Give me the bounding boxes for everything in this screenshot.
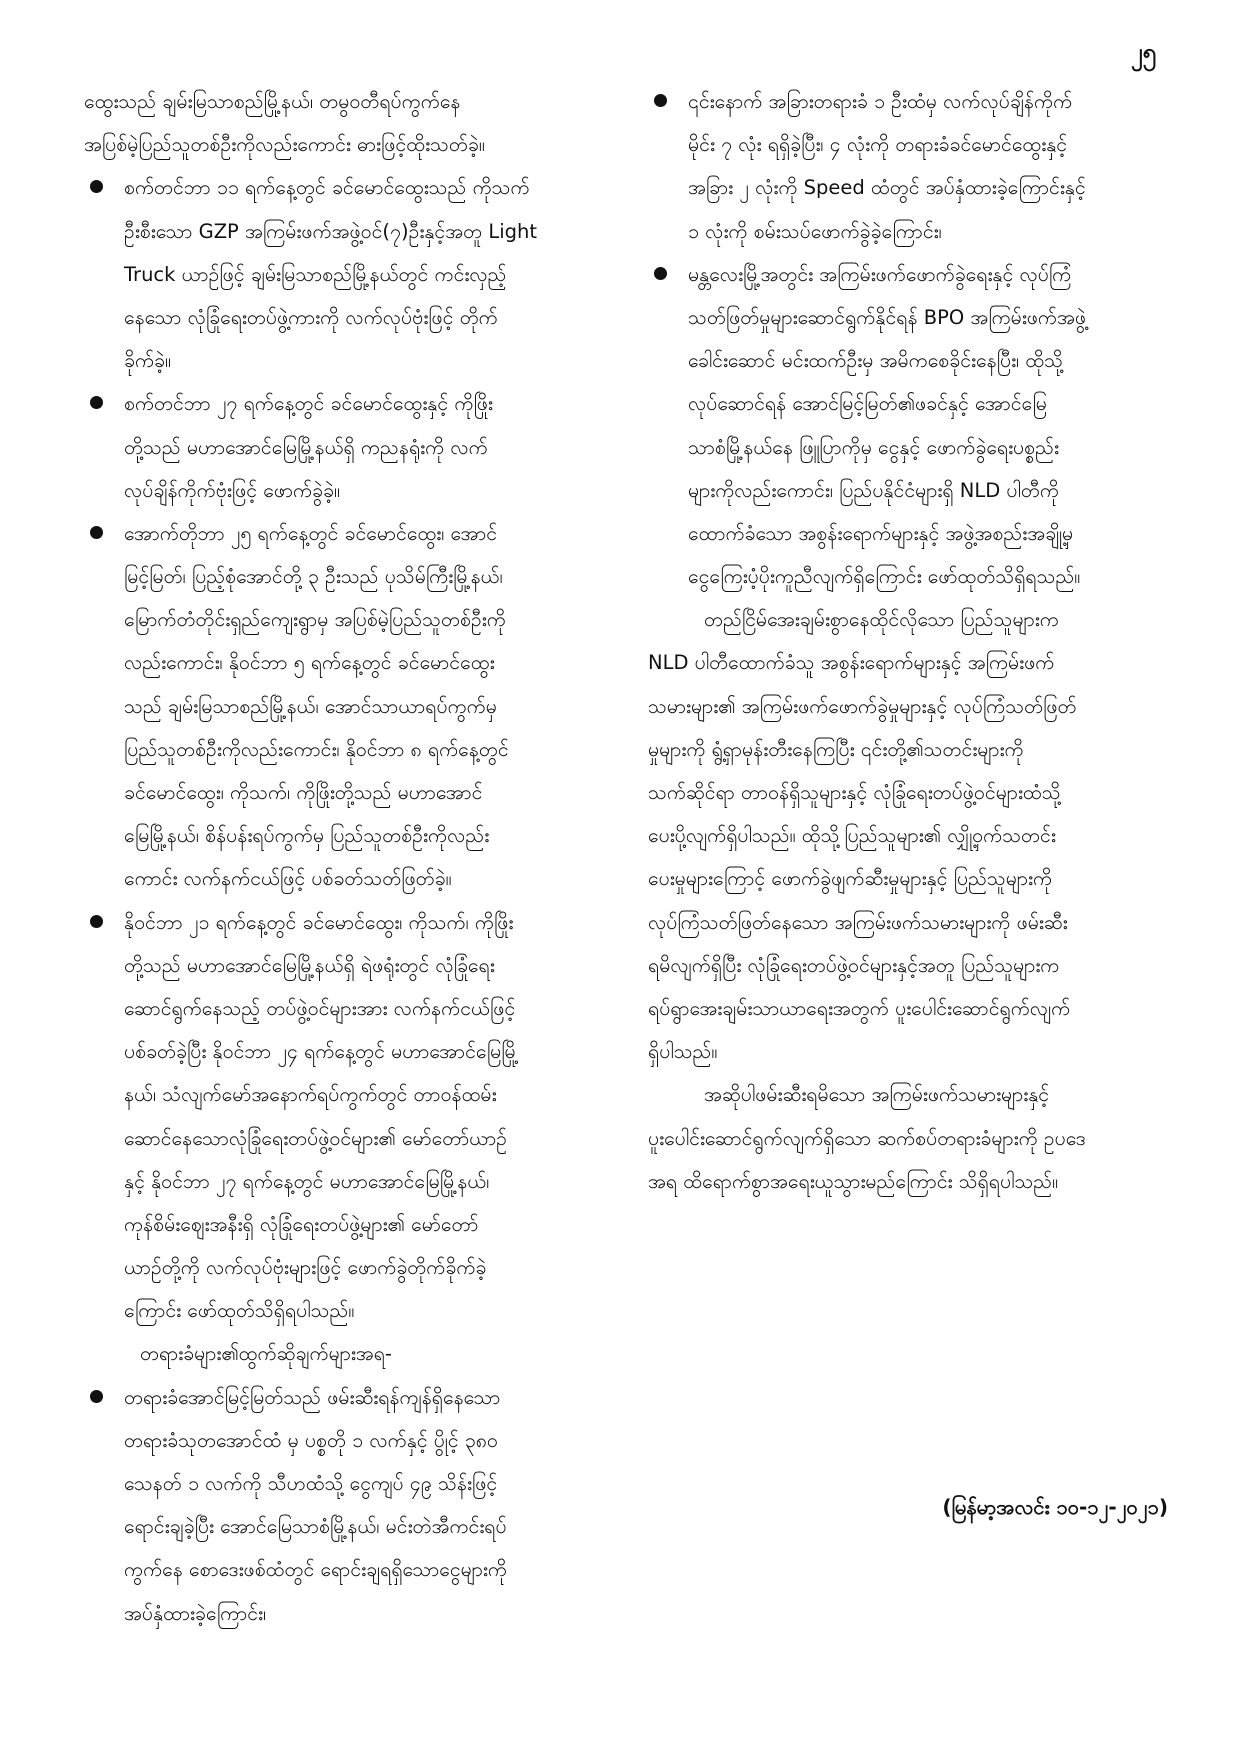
right-column [648, 80, 1172, 1203]
text-line: သတ်ဖြတ်မှုများဆောင်ရွက်နိုင်ရန် BPO အကြမ်းဖက်အဖွဲ့ [688, 305, 1087, 329]
bullet-icon [90, 1390, 103, 1403]
bullet-item [84, 1376, 612, 1635]
body-paragraph [648, 1073, 1172, 1203]
bullet-item [84, 166, 612, 382]
left-column [84, 80, 612, 1635]
text-line: ထွေးသည် ချမ်းမြသာစည်မြို့နယ်၊ တမွ၀တီရပ်ကွက်နေ [84, 90, 461, 113]
text-line: နယ်၊ သံလျက်မော်အနောက်ရပ်ကွက်တွင် တာ၀န်ထမ်း [124, 1083, 497, 1107]
text-line: ရောင်းချခဲ့ပြီး အောင်မြေသာစံမြို့နယ်၊ မင်းတဲအီကင်းရပ် [124, 1515, 507, 1539]
text-line: မိုင်း ၇ လုံး ရရှိခဲ့ပြီး၊ ၄ လုံးကို တရားခံခင်မောင်ထွေးနှင့် [688, 133, 1068, 157]
text-line: မြောက်တံတိုင်းရှည်ကျေးရွာမှ အပြစ်မဲ့ပြည်သူတစ်ဦးကို [124, 608, 506, 632]
text-line: ယာဉ်တို့ကို လက်လုပ်ဗုံးများဖြင့် ဖောက်ခွဲတိုက်ခိုက်ခဲ့ [124, 1256, 487, 1280]
text-line: ပစ်ခတ်ခဲ့ပြီး နိုဝင်ဘာ ၂၄ ရက်နေ့တွင် မဟာအောင်မြေမြို့ [124, 1040, 519, 1064]
text-line: တရားခံသုတအောင်ထံ မှ ပစ္စတို ၁ လက်နှင့် ပွိုင့် ၃၈၀ [124, 1428, 498, 1452]
text-line: အပ်နှံထားခဲ့ကြောင်း၊ [124, 1601, 267, 1625]
bullet-icon [90, 526, 103, 539]
text-line: လုပ်ကြံသတ်ဖြတ်နေသော အကြမ်းဖက်သမားများကို ဖမ်းဆီး [648, 910, 1068, 934]
text-line: အရ ထိရောက်စွာအရေးယူသွားမည်ကြောင်း သိရှိရပါသည်။ [648, 1169, 1059, 1193]
bullet-item [84, 901, 612, 1333]
text-line: ရပ်ရွာအေးချမ်းသာယာရေးအတွက် ပူးပေါင်းဆောင်ရွက်လျက် [648, 996, 1071, 1020]
text-line: Truck ယာဉ်ဖြင့် ချမ်းမြသာစည်မြို့နယ်တွင် ကင်းလှည့် [124, 262, 507, 286]
text-line: ဆောင်ရွက်နေသည့် တပ်ဖွဲ့၀င်များအား လက်နက်ငယ်ဖြင့် [124, 996, 516, 1020]
text-line: မြေမြို့နယ်၊ စိန်ပန်းရပ်ကွက်မှ ပြည်သူတစ်ဦးကိုလည်း [124, 824, 490, 848]
text-line: သည် ချမ်းမြသာစည်မြို့နယ်၊ အောင်သာယာရပ်ကွက်မှ [124, 694, 497, 718]
text-line: ကုန်စိမ်းဈေးအနီးရှိ လုံခြုံရေးတပ်ဖွဲ့များ၏ မော်တော် [124, 1212, 479, 1236]
text-line: ငွေကြေးပံ့ပိုးကူညီလျက်ရှိကြောင်း ဖော်ထုတ်သိရှိရသည်။ [688, 565, 1081, 589]
body-paragraph [648, 598, 1172, 1073]
text-line: ဦးစီးသော GZP အကြမ်းဖက်အဖွဲ့၀င်(၇)ဦးနှင့်အတူ Light [124, 219, 537, 243]
text-line: သက်ဆိုင်ရာ တာ၀န်ရှိသူများနှင့် လုံခြုံရေးတပ်ဖွဲ့၀င်များထံသို့ [648, 781, 1061, 804]
text-line: ကောင်း လက်နက်ငယ်ဖြင့် ပစ်ခတ်သတ်ဖြတ်ခဲ့။ [124, 867, 452, 891]
bullet-item [648, 253, 1172, 599]
text-line: လုပ်ဆောင်ရန် အောင်မြင့်မြတ်၏ဖခင်နှင့် အောင်မြေ [688, 392, 1047, 416]
intro-paragraph [84, 80, 612, 166]
text-line: ကြောင်း ဖော်ထုတ်သိရှိရပါသည်။ [124, 1299, 355, 1323]
text-line: တရားခံအောင်မြင့်မြတ်သည် ဖမ်းဆီးရန်ကျန်ရှိနေသော [124, 1385, 501, 1409]
bullet-icon [654, 94, 667, 107]
bullet-icon [654, 267, 667, 280]
text-line: နိုဝင်ဘာ ၂၁ ရက်နေ့တွင် ခင်မောင်ထွေး၊ ကိုသက်၊ ကိုဖြိုး [124, 910, 514, 934]
text-line: ရမိလျက်ရှိပြီး လုံခြုံရေးတပ်ဖွဲ့၀င်များနှင့်အတူ ပြည်သူများက [648, 953, 1060, 977]
source-citation: (မြန်မာ့အလင်း ၁၀-၁၂-၂၀၂၁) [942, 1495, 1168, 1519]
text-line: ပြည်သူတစ်ဦးကိုလည်းကောင်း၊ နိုဝင်ဘာ ၈ ရက်နေ့တွင် [124, 737, 509, 761]
text-line: များကိုလည်းကောင်း၊ ပြည်ပနိုင်ငံများရှိ NLD ပါတီကို [688, 478, 1059, 502]
text-line: မန္တလေးမြို့အတွင်း အကြမ်းဖက်ဖောက်ခွဲရေးနှင့် လုပ်ကြံ [688, 262, 1072, 286]
text-line: ဆောင်နေသောလုံခြုံရေးတပ်ဖွဲ့၀င်များ၏ မော်တော်ယာဉ် [124, 1126, 508, 1150]
text-line: ရှိပါသည်။ [648, 1040, 718, 1064]
text-line: ကွက်နေ စောဒေးဖစ်ထံတွင် ရောင်းချရရှိသောငွေများကို [124, 1558, 507, 1582]
text-line: ခင်မောင်ထွေး၊ ကိုသက်၊ ကိုဖြိုးတို့သည် မဟာအောင် [124, 781, 483, 804]
text-line: NLD ပါတီထောက်ခံသူ အစွန်းရောက်များနှင့် အကြမ်းဖက် [648, 651, 1055, 675]
text-line: လုပ်ချိန်ကိုက်ဗုံးဖြင့် ဖောက်ခွဲခဲ့။ [124, 478, 340, 502]
bullet-icon [90, 396, 103, 409]
text-line: အပြစ်မဲ့ပြည်သူတစ်ဦးကိုလည်းကောင်း ဓားဖြင့်ထိုးသတ်ခဲ့။ [84, 133, 485, 157]
text-line: စက်တင်ဘာ ၂၇ ရက်နေ့တွင် ခင်မောင်ထွေးနှင့် ကိုဖြိုး [124, 392, 493, 416]
text-line: မြင့်မြတ်၊ ပြည့်စုံအောင်တို့ ၃ ဦးသည် ပုသိမ်ကြီးမြို့နယ်၊ [124, 565, 503, 589]
subheading: တရားခံများ၏ထွက်ဆိုချက်များအရ- [140, 1342, 392, 1366]
bullet-icon [90, 180, 103, 193]
text-line: တို့သည် မဟာအောင်မြေမြို့နယ်ရှိ ရဲဖရုံးတွင် လုံခြုံရေး [124, 953, 495, 977]
text-line: ခိုက်ခဲ့။ [124, 349, 171, 373]
text-line: တည်ငြိမ်အေးချမ်းစွာနေထိုင်လိုသော ပြည်သူများက [704, 608, 1059, 632]
text-line: ပူးပေါင်းဆောင်ရွက်လျက်ရှိသော ဆက်စပ်တရားခံများကို ဥပဒေ [648, 1126, 1086, 1150]
text-line: လည်းကောင်း၊ နိုဝင်ဘာ ၅ ရက်နေ့တွင် ခင်မောင်ထွေး [124, 651, 495, 675]
text-line: အောက်တိုဘာ ၂၅ ရက်နေ့တွင် ခင်မောင်ထွေး၊ အောင် [124, 521, 498, 545]
text-line: သေနတ် ၁ လက်ကို သီဟထံသို့ ငွေကျပ် ၄၉ သိန်းဖြင့် [124, 1472, 498, 1495]
text-line: ၎င်းနောက် အခြားတရားခံ ၁ ဦးထံမှ လက်လုပ်ချိန်ကိုက် [688, 90, 1073, 113]
text-line: သာစံမြို့နယ်နေ ဖြူပြာကိုမှ ငွေနှင့် ဖောက်ခွဲရေးပစ္စည်း [688, 435, 1059, 459]
text-line: ပေးပို့လျက်ရှိပါသည်။ ထိုသို့ပြည်သူများ၏ လျှို့၀ှက်သတင်း [648, 824, 1056, 848]
bullet-item [648, 80, 1172, 253]
text-line: ခေါင်းဆောင် မင်းထက်ဦးမှ အမိကစေခိုင်းနေပြီး၊ ထိုသို့ [688, 349, 1064, 373]
text-line: နေသော လုံခြုံရေးတပ်ဖွဲ့ကားကို လက်လုပ်ဗုံးဖြင့် တိုက် [124, 305, 498, 329]
text-line: ပေးမှုများကြောင့် ဖောက်ခွဲဖျက်ဆီးမှုများနှင့် ပြည်သူများကို [648, 867, 1053, 891]
text-line: အခြား ၂ လုံးကို Speed ထံတွင် အပ်နှံထားခဲ့ကြောင်းနှင့် [688, 176, 1086, 200]
bullet-item [84, 512, 612, 901]
text-line: တို့သည် မဟာအောင်မြေမြို့နယ်ရှိ ကညနရုံးကို လက် [124, 435, 488, 459]
text-line: မှုများကို ရွံ့ရှာမုန်းတီးနေကြပြီး ၎င်းတို့၏သတင်းများကို [648, 737, 1024, 761]
text-line: အဆိုပါဖမ်းဆီးရမိသော အကြမ်းဖက်သမားများနှင့် [704, 1083, 1050, 1107]
bullet-item [84, 382, 612, 512]
text-line: ထောက်ခံသော အစွန်းရောက်များနှင့် အဖွဲ့အစည်းအချို့မှ [688, 521, 1074, 545]
text-line: စက်တင်ဘာ ၁၁ ရက်နေ့တွင် ခင်မောင်ထွေးသည် ကိုသက် [124, 176, 530, 200]
text-line: သမားများ၏ အကြမ်းဖက်ဖောက်ခွဲမှုများနှင့် လုပ်ကြံသတ်ဖြတ် [648, 694, 1077, 718]
page-number: ၂၅ [1130, 38, 1156, 66]
bullet-icon [90, 915, 103, 928]
text-line: နှင့် နိုဝင်ဘာ ၂၇ ရက်နေ့တွင် မဟာအောင်မြေမြို့နယ်၊ [124, 1169, 490, 1193]
text-line: ၁ လုံးကို စမ်းသပ်ဖောက်ခွဲခဲ့ကြောင်း၊ [688, 219, 942, 243]
